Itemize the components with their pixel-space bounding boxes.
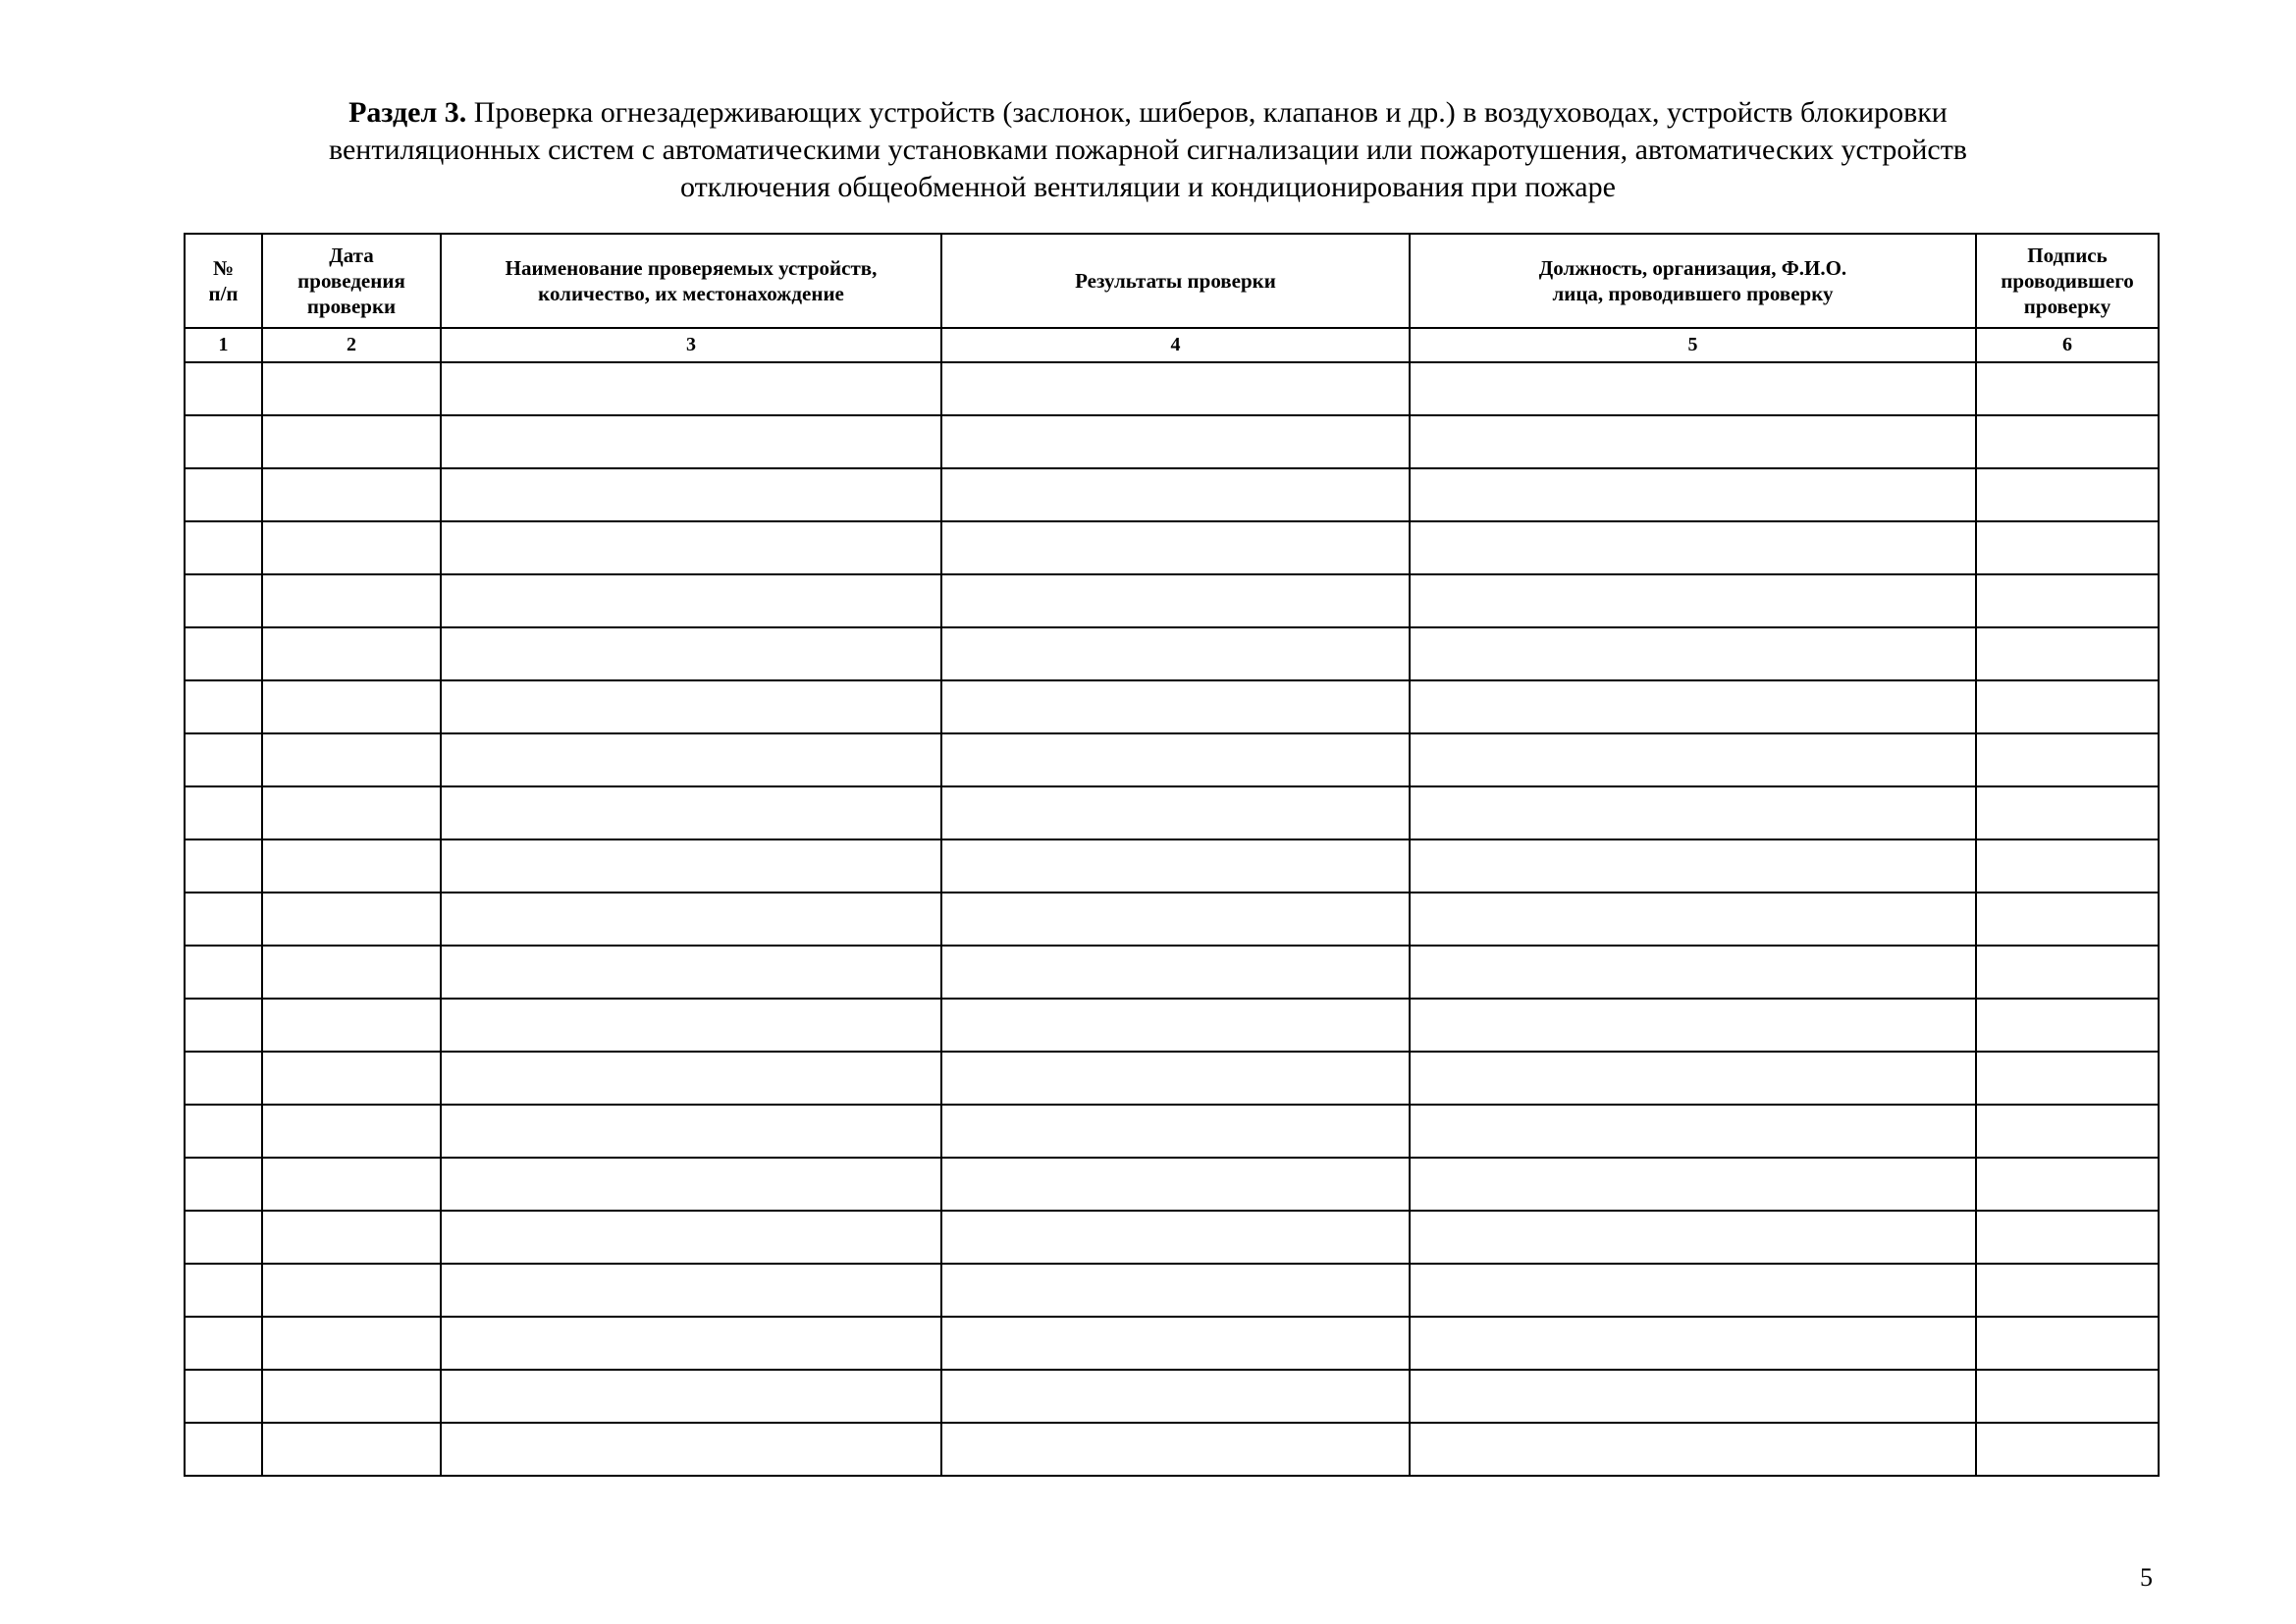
empty-cell [185,999,262,1052]
empty-cell [941,786,1410,839]
empty-cell [441,521,941,574]
empty-cell [1410,1211,1976,1264]
empty-cell [185,1264,262,1317]
empty-cell [941,1211,1410,1264]
empty-cell [1410,1052,1976,1105]
empty-cell [1410,1317,1976,1370]
empty-cell [1976,627,2159,680]
section-title-line-2: вентиляционных систем с автоматическими установками пожарной сигнализации или пожаротушения, автоматических устройств [329,134,1967,166]
empty-cell [941,1105,1410,1158]
empty-cell [941,627,1410,680]
empty-cell [262,521,441,574]
empty-cell [441,733,941,786]
table-row [185,680,2159,733]
empty-cell [262,786,441,839]
header-number: № п/п [185,234,262,328]
table-body [185,362,2159,1476]
column-number: 5 [1410,328,1976,362]
empty-cell [941,1158,1410,1211]
empty-cell [941,946,1410,999]
empty-cell [185,1158,262,1211]
empty-cell [1410,521,1976,574]
empty-cell [185,468,262,521]
empty-cell [1410,415,1976,468]
empty-cell [441,680,941,733]
empty-cell [441,1211,941,1264]
empty-cell [1976,1264,2159,1317]
empty-cell [1976,1423,2159,1476]
empty-cell [262,946,441,999]
empty-cell [441,574,941,627]
table-row [185,733,2159,786]
column-number: 1 [185,328,262,362]
empty-cell [1410,680,1976,733]
table-row [185,521,2159,574]
empty-cell [262,1317,441,1370]
column-number: 4 [941,328,1410,362]
empty-cell [185,946,262,999]
column-number-row [185,328,2159,362]
empty-cell [1410,839,1976,893]
empty-cell [185,1105,262,1158]
empty-cell [1410,1264,1976,1317]
empty-cell [1410,999,1976,1052]
table-row [185,1264,2159,1317]
empty-cell [441,415,941,468]
table-row [185,1052,2159,1105]
empty-cell [941,1264,1410,1317]
empty-cell [941,1370,1410,1423]
empty-cell [1976,999,2159,1052]
empty-cell [441,362,941,415]
column-number: 3 [441,328,941,362]
inspection-log-table [184,233,2160,1477]
column-number: 2 [262,328,441,362]
table-row [185,1211,2159,1264]
empty-cell [185,1052,262,1105]
table-row [185,999,2159,1052]
section-title [196,94,2100,206]
empty-cell [262,1211,441,1264]
empty-cell [1410,1423,1976,1476]
header-row [185,234,2159,328]
empty-cell [1976,786,2159,839]
empty-cell [941,733,1410,786]
empty-cell [441,999,941,1052]
empty-cell [262,893,441,946]
table-row [185,362,2159,415]
empty-cell [441,839,941,893]
empty-cell [1976,946,2159,999]
table-row [185,468,2159,521]
table-row [185,627,2159,680]
empty-cell [1410,627,1976,680]
empty-cell [1410,574,1976,627]
section-title-text: Проверка огнезадерживающих устройств (заслонок, шиберов, клапанов и др.) в воздуховодах, устройств блокировки [466,96,1948,129]
empty-cell [1976,733,2159,786]
empty-cell [441,1052,941,1105]
empty-cell [1410,362,1976,415]
empty-cell [185,680,262,733]
empty-cell [941,839,1410,893]
empty-cell [941,1317,1410,1370]
empty-cell [185,1317,262,1370]
empty-cell [1976,680,2159,733]
empty-cell [262,999,441,1052]
empty-cell [941,521,1410,574]
empty-cell [185,415,262,468]
table-row [185,415,2159,468]
empty-cell [185,1423,262,1476]
header-results: Результаты проверки [941,234,1410,328]
empty-cell [441,468,941,521]
table-row [185,946,2159,999]
empty-cell [262,733,441,786]
empty-cell [941,680,1410,733]
empty-cell [1976,521,2159,574]
table-row [185,839,2159,893]
empty-cell [185,627,262,680]
empty-cell [441,1423,941,1476]
empty-cell [941,362,1410,415]
empty-cell [185,839,262,893]
empty-cell [441,1105,941,1158]
header-date: Дата проведения проверки [262,234,441,328]
empty-cell [1976,1317,2159,1370]
empty-cell [441,1317,941,1370]
empty-cell [941,468,1410,521]
empty-cell [941,1423,1410,1476]
empty-cell [262,1423,441,1476]
empty-cell [262,1105,441,1158]
empty-cell [941,415,1410,468]
empty-cell [262,1370,441,1423]
empty-cell [1976,574,2159,627]
empty-cell [441,1158,941,1211]
empty-cell [441,627,941,680]
table-row [185,574,2159,627]
empty-cell [1976,1211,2159,1264]
empty-cell [185,521,262,574]
empty-cell [262,627,441,680]
empty-cell [262,1158,441,1211]
empty-cell [1976,1158,2159,1211]
table-row [185,1105,2159,1158]
empty-cell [185,1211,262,1264]
empty-cell [262,680,441,733]
table-row [185,1158,2159,1211]
empty-cell [262,839,441,893]
table-row [185,1370,2159,1423]
empty-cell [941,1052,1410,1105]
page-number: 5 [2140,1563,2153,1592]
empty-cell [1410,468,1976,521]
section-title-line-3: отключения общеобменной вентиляции и кондиционирования при пожаре [680,171,1616,203]
empty-cell [185,362,262,415]
empty-cell [441,786,941,839]
empty-cell [1976,1105,2159,1158]
empty-cell [441,1370,941,1423]
empty-cell [262,1052,441,1105]
table-row [185,786,2159,839]
empty-cell [1410,733,1976,786]
header-devices: Наименование проверяемых устройств, количество, их местонахождение [441,234,941,328]
empty-cell [1976,839,2159,893]
empty-cell [441,946,941,999]
column-number: 6 [1976,328,2159,362]
empty-cell [185,1370,262,1423]
empty-cell [1410,893,1976,946]
empty-cell [1976,893,2159,946]
empty-cell [185,786,262,839]
empty-cell [941,999,1410,1052]
empty-cell [1976,1052,2159,1105]
empty-cell [262,574,441,627]
table-row [185,1423,2159,1476]
empty-cell [1410,786,1976,839]
empty-cell [941,893,1410,946]
empty-cell [1976,415,2159,468]
empty-cell [185,733,262,786]
header-inspector: Должность, организация, Ф.И.О. лица, проводившего проверку [1410,234,1976,328]
empty-cell [441,1264,941,1317]
empty-cell [185,574,262,627]
empty-cell [1410,1158,1976,1211]
table-row [185,893,2159,946]
empty-cell [1410,1105,1976,1158]
empty-cell [262,415,441,468]
empty-cell [262,362,441,415]
empty-cell [262,468,441,521]
empty-cell [1410,946,1976,999]
header-signature: Подпись проводившего проверку [1976,234,2159,328]
empty-cell [941,574,1410,627]
empty-cell [185,893,262,946]
empty-cell [262,1264,441,1317]
empty-cell [1410,1370,1976,1423]
section-title-line-1 [196,94,2100,132]
empty-cell [1976,468,2159,521]
empty-cell [1976,1370,2159,1423]
table-row [185,1317,2159,1370]
empty-cell [1976,362,2159,415]
section-label: Раздел 3. [348,96,467,129]
empty-cell [441,893,941,946]
